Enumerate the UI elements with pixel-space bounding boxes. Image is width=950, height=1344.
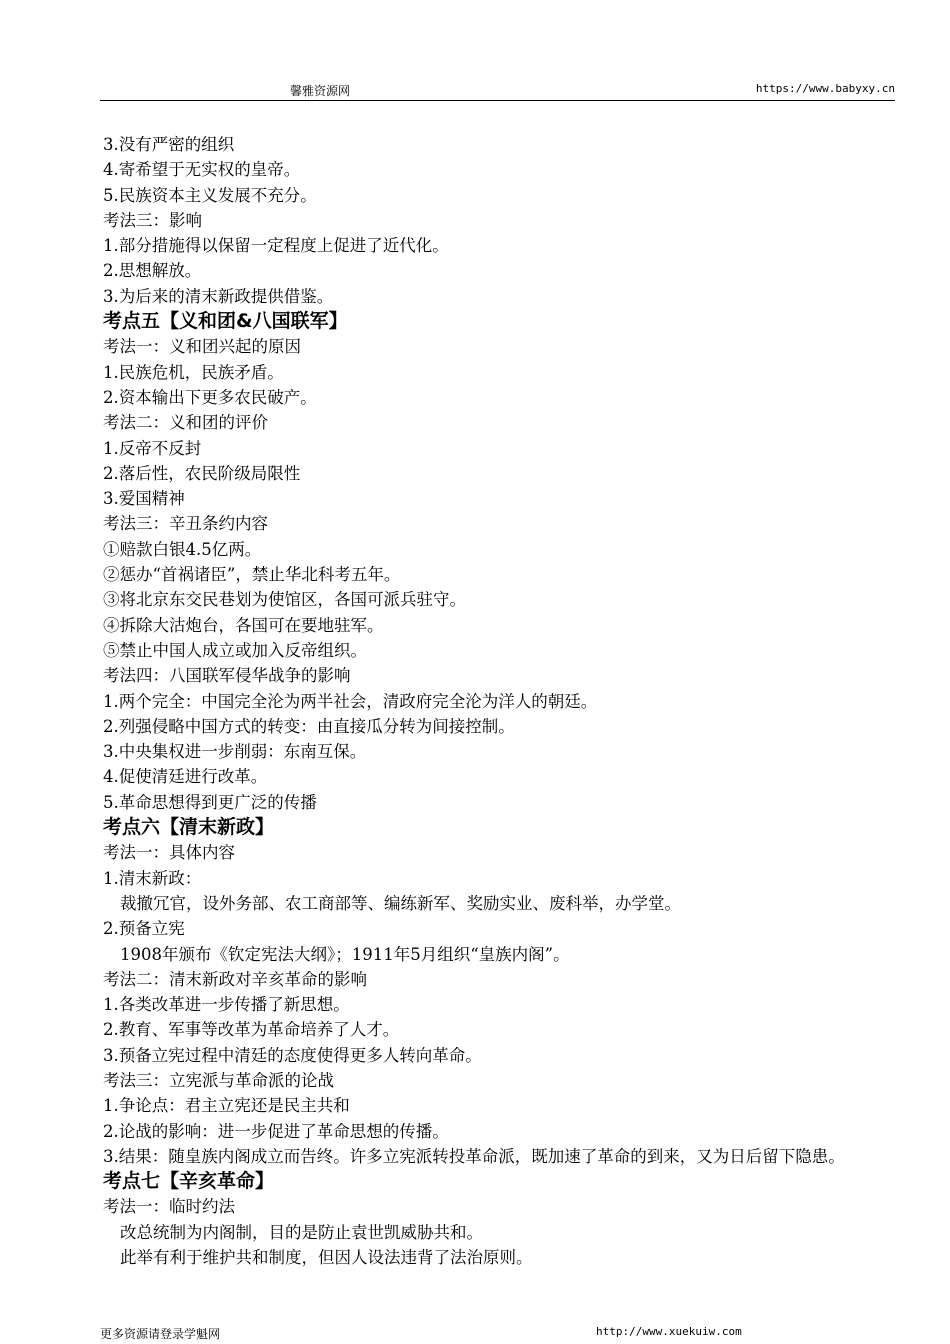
text-line: 2.落后性，农民阶级局限性 xyxy=(103,463,301,483)
page-header xyxy=(100,80,895,101)
text-line: ⑤禁止中国人成立或加入反帝组织。 xyxy=(103,640,367,660)
text-line: 1.部分措施得以保留一定程度上促进了近代化。 xyxy=(103,236,449,256)
text-line: 3.结果：随皇族内阁成立而告终。许多立宪派转投革命派，既加速了革命的到来，又为日后留下隐患。 xyxy=(103,1146,845,1166)
text-line: 考法一：临时约法 xyxy=(103,1197,235,1217)
text-line: ②惩办“首祸诸臣”，禁止华北科考五年。 xyxy=(103,565,401,585)
section-heading: 考点六【清末新政】 xyxy=(103,816,275,839)
text-line: ④拆除大沽炮台，各国可在要地驻军。 xyxy=(103,615,384,635)
text-line: 2.论战的影响：进一步促进了革命思想的传播。 xyxy=(103,1121,449,1141)
text-line: 3.中央集权进一步削弱：东南互保。 xyxy=(103,742,367,762)
text-line: 考法三：辛丑条约内容 xyxy=(103,514,268,534)
section-heading: 考点五【义和团&八国联军】 xyxy=(103,310,348,333)
text-line: 3.为后来的清末新政提供借鉴。 xyxy=(103,286,334,306)
document-body xyxy=(103,132,893,1270)
text-line: 3.预备立宪过程中清廷的态度使得更多人转向革命。 xyxy=(103,1045,482,1065)
text-line: 2.预备立宪 xyxy=(103,919,185,939)
text-line: 3.爱国精神 xyxy=(103,489,185,509)
section-heading: 考点七【辛亥革命】 xyxy=(103,1170,275,1193)
text-line: 考法二：义和团的评价 xyxy=(103,413,268,433)
text-line: 2.列强侵略中国方式的转变：由直接瓜分转为间接控制。 xyxy=(103,716,515,736)
footer-text: 更多资源请登录学魁网 xyxy=(100,1327,221,1341)
text-line: 1.清末新政： xyxy=(103,868,202,888)
text-line: 1.民族危机，民族矛盾。 xyxy=(103,362,284,382)
header-site-name: 馨雅资源网 xyxy=(290,84,351,98)
text-line: 考法三：影响 xyxy=(103,210,202,230)
text-line: ①赔款白银4.5亿两。 xyxy=(103,539,262,559)
text-line: 考法一：具体内容 xyxy=(103,843,235,863)
text-line: 5.民族资本主义发展不充分。 xyxy=(103,185,317,205)
text-line: 2.思想解放。 xyxy=(103,261,202,281)
text-line: 裁撤冗官，设外务部、农工商部等、编练新军、奖励实业、废科举，办学堂。 xyxy=(120,893,681,913)
footer-url[interactable]: http://www.xuekuiw.com xyxy=(596,1325,742,1338)
text-line: 考法三：立宪派与革命派的论战 xyxy=(103,1070,334,1090)
text-line: 4.促使清廷进行改革。 xyxy=(103,767,268,787)
text-line: ③将北京东交民巷划为使馆区，各国可派兵驻守。 xyxy=(103,590,466,610)
text-line: 考法二：清末新政对辛亥革命的影响 xyxy=(103,969,367,989)
text-line: 1.各类改革进一步传播了新思想。 xyxy=(103,995,350,1015)
text-line: 考法一：义和团兴起的原因 xyxy=(103,337,301,357)
text-line: 2.教育、军事等改革为革命培养了人才。 xyxy=(103,1020,400,1040)
text-line: 1.反帝不反封 xyxy=(103,438,202,458)
text-line: 1908年颁布《钦定宪法大纲》；1911年5月组织“皇族内阁”。 xyxy=(120,944,570,964)
text-line: 考法四：八国联军侵华战争的影响 xyxy=(103,666,351,686)
text-line: 2.资本输出下更多农民破产。 xyxy=(103,387,317,407)
text-line: 4.寄希望于无实权的皇帝。 xyxy=(103,160,301,180)
text-line: 1.争论点：君主立宪还是民主共和 xyxy=(103,1096,350,1116)
header-url[interactable]: https://www.babyxy.cn xyxy=(755,82,895,95)
text-line: 1.两个完全：中国完全沦为两半社会，清政府完全沦为洋人的朝廷。 xyxy=(103,691,598,711)
text-line: 此举有利于维护共和制度，但因人设法违背了法治原则。 xyxy=(120,1248,533,1268)
text-line: 改总统制为内阁制，目的是防止袁世凯威胁共和。 xyxy=(120,1222,483,1242)
text-line: 3.没有严密的组织 xyxy=(103,135,235,154)
text-line: 5.革命思想得到更广泛的传播 xyxy=(103,792,317,812)
